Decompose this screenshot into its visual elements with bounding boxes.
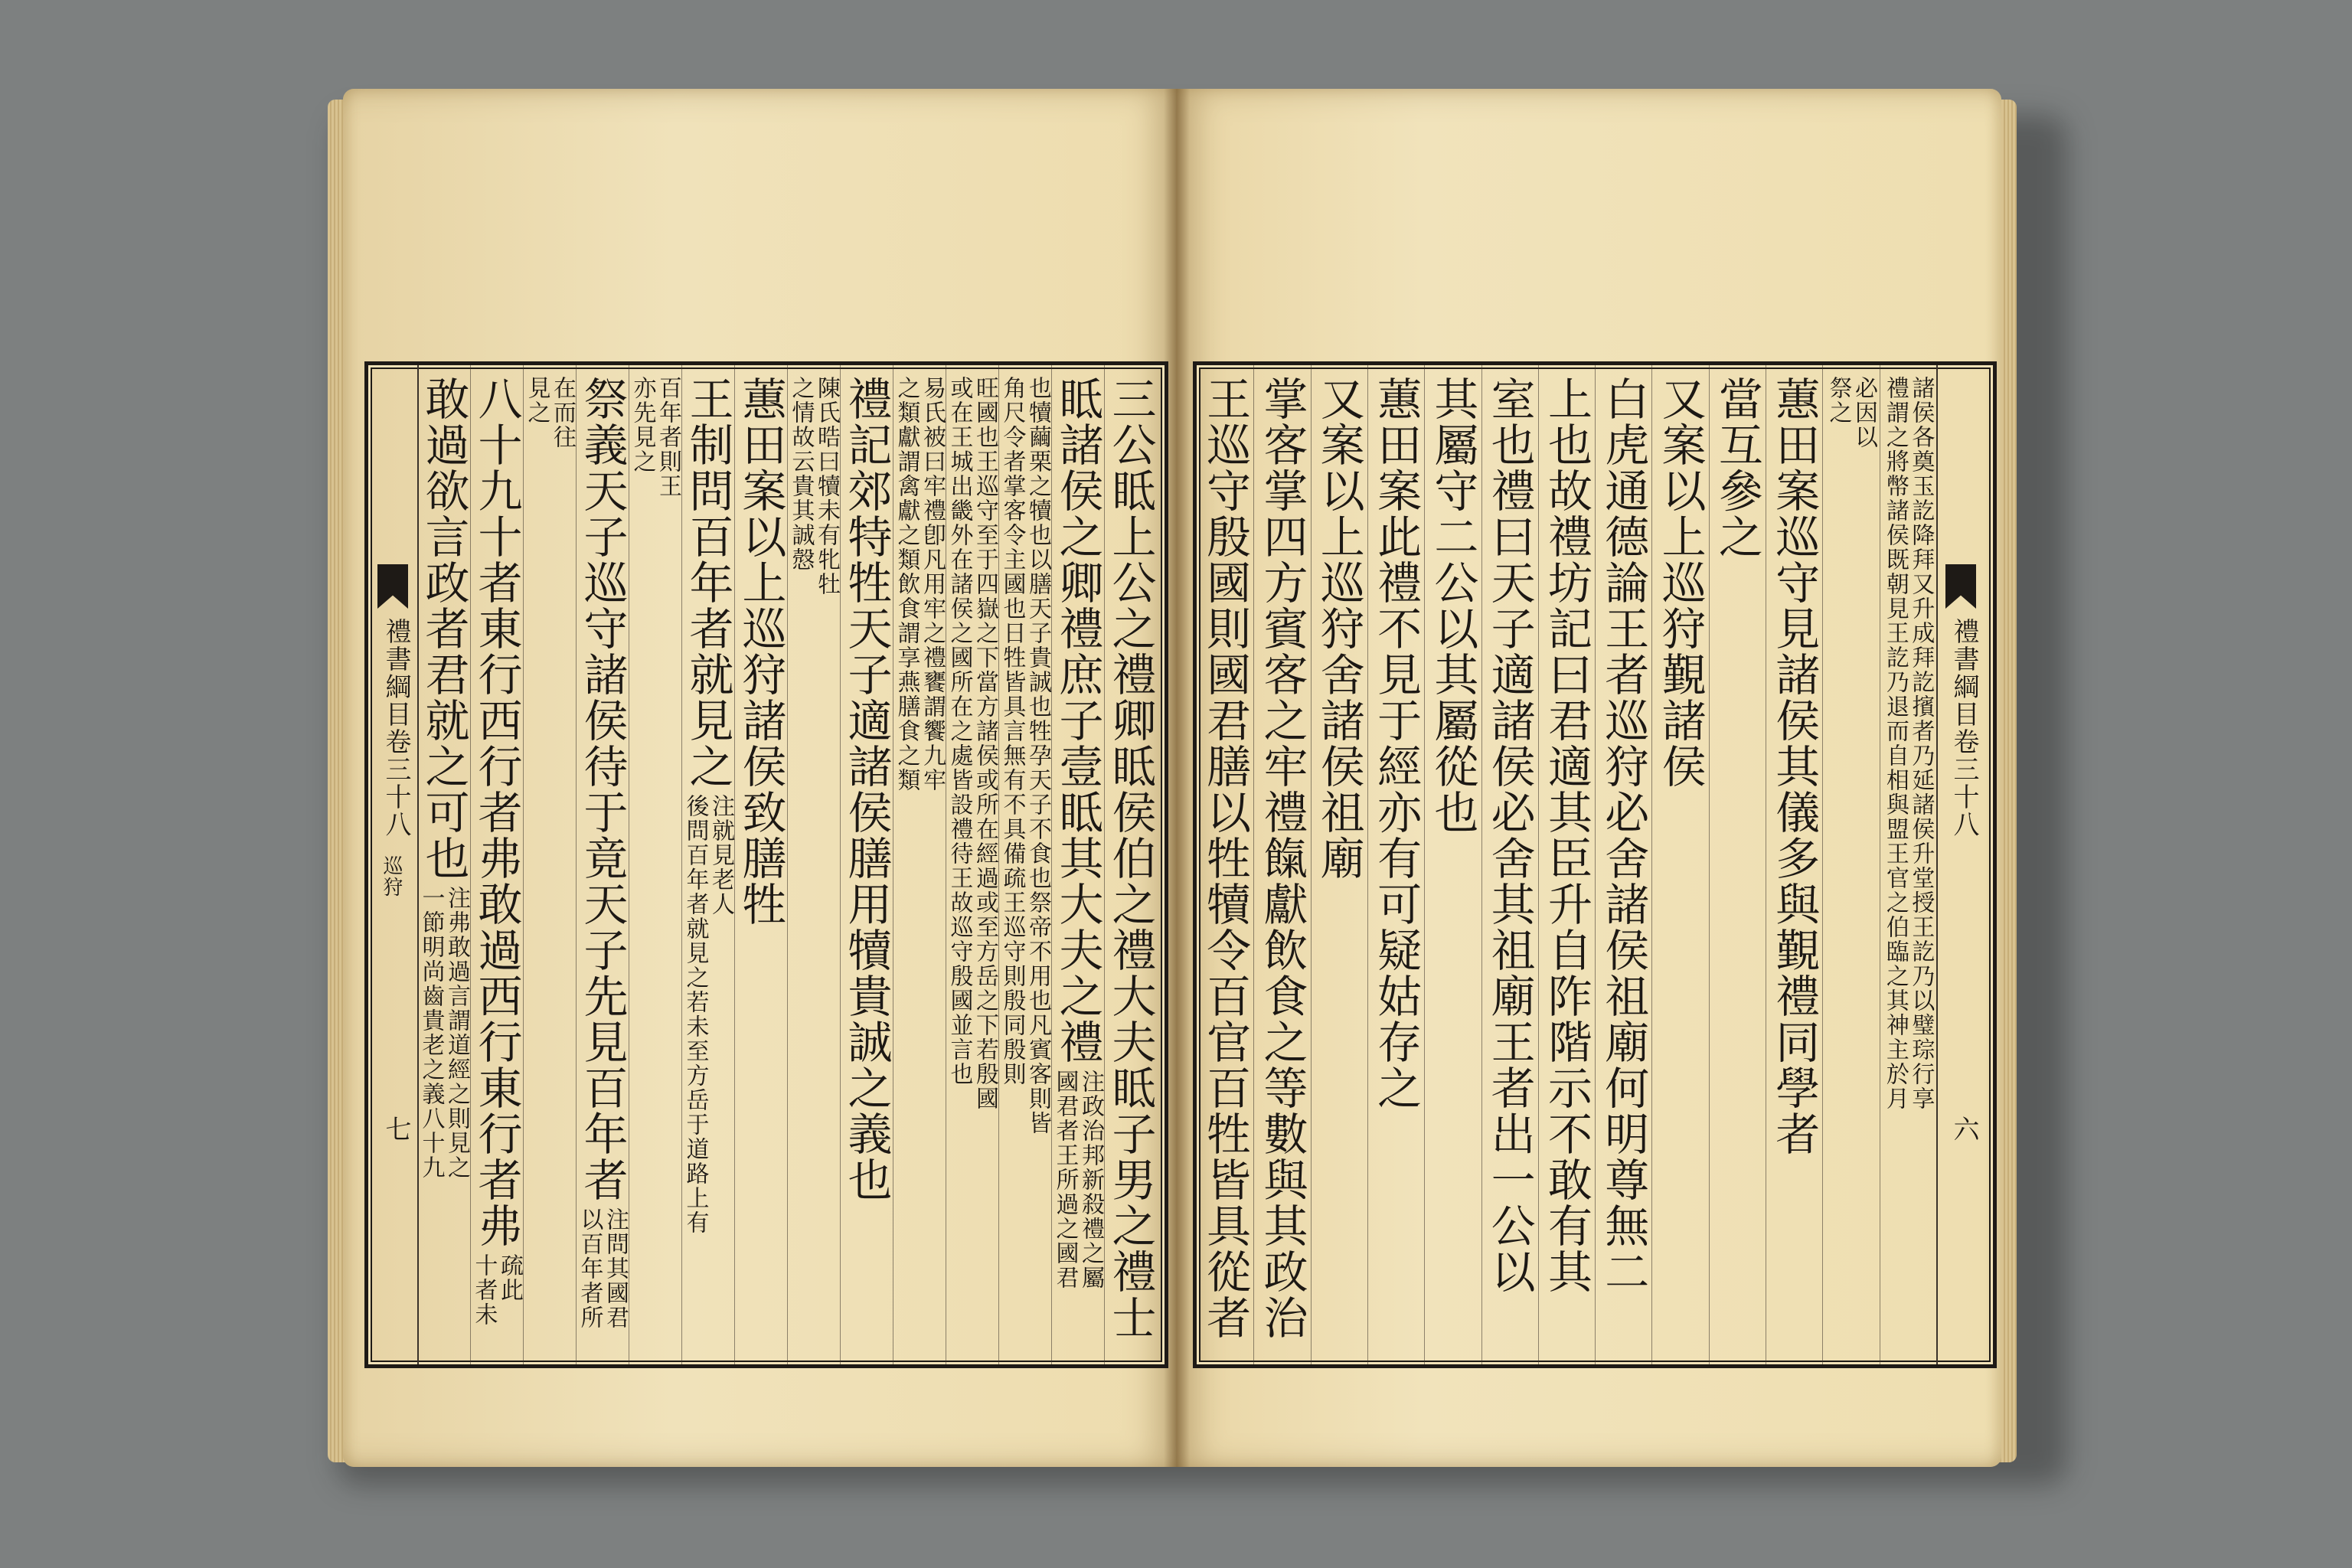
note-line: 也犢繭栗之犢也以膳天子貴誠也牲孕天子不食也祭帝不用也凡賓客則皆 (1024, 376, 1051, 1135)
main-text: 王制問百年者就見之 (681, 376, 734, 789)
column-rule (1595, 365, 1596, 1364)
note-line: 在而往 (549, 376, 576, 449)
banner-section: 巡狩 (380, 855, 403, 898)
main-text: 上也故禮坊記曰君適其臣升自阼階示不敢有其 (1540, 376, 1592, 1295)
commentary-notes (472, 1253, 521, 1327)
column-rule (734, 365, 735, 1364)
main-text: 敢過欲言政者君就之可也 (417, 376, 470, 881)
note-line: 注弗敢過言謂道經之則見之 (443, 886, 470, 1180)
note-line: 易氏被曰牢禮卽凡用牢之禮饔謂饗九牢 (919, 376, 946, 792)
text-column (1104, 365, 1157, 1364)
main-text: 眡諸侯之卿禮庶子壹眡其大夫之禮 (1051, 376, 1104, 1065)
text-column (1481, 365, 1538, 1364)
column-rule (1538, 365, 1539, 1364)
note-line: 見之 (523, 376, 550, 425)
note-line: 注問其國君 (602, 1207, 629, 1330)
fish-tail-mark (1945, 564, 1976, 609)
column-rule (1424, 365, 1425, 1364)
text-column (470, 365, 523, 1364)
commentary-notes (1053, 1070, 1102, 1290)
text-column (1595, 365, 1651, 1364)
text-column (1766, 365, 1822, 1364)
banner-strip (1936, 365, 1985, 1364)
main-text: 王巡守殷國則國君膳以牲犢令百官百牲皆具從者 (1199, 376, 1252, 1341)
column-rule (998, 365, 999, 1364)
note-line: 以百年者所 (576, 1207, 603, 1330)
main-text: 其屬守二公以其屬從也 (1426, 376, 1479, 835)
text-column (523, 365, 576, 1364)
note-line: 注就見老人 (707, 794, 734, 916)
text-column (1197, 365, 1253, 1364)
note-line: 祭之 (1824, 376, 1852, 425)
text-column (840, 365, 893, 1364)
commentary-notes (524, 376, 574, 449)
text-column (576, 365, 629, 1364)
text-column (1651, 365, 1708, 1364)
text-column (1709, 365, 1766, 1364)
commentary-notes (894, 376, 944, 792)
text-column (1822, 365, 1879, 1364)
folio-number: 六 (1949, 1116, 1979, 1143)
column-rule (1051, 365, 1052, 1364)
banner-title: 禮書綱目卷三十八 (1949, 618, 1979, 838)
note-line: 注政治邦新殺禮之屬 (1077, 1070, 1104, 1290)
main-text: 蕙田案此禮不見于經亦有可疑姑存之 (1370, 376, 1423, 1111)
column-rule (1651, 365, 1652, 1364)
note-line: 陳氏晧曰犢未有牝牡 (813, 376, 840, 596)
right-text-frame (1193, 361, 1997, 1368)
main-text: 蕙田案以上巡狩諸侯致膳牲 (734, 376, 787, 927)
column-rule (470, 365, 471, 1364)
note-line: 之情故云貴其誠慤 (787, 376, 815, 572)
main-text: 蕙田案巡守見諸侯其儀多與覲禮同學者 (1768, 376, 1821, 1157)
main-text: 八十九十者東行西行者弗敢過西行東行者弗 (470, 376, 523, 1249)
text-column (1538, 365, 1595, 1364)
note-line: 必因以 (1851, 376, 1878, 449)
note-line: 角尺令者掌客令主國也日牲皆具言無有不具備疏王巡守則殷同殷則 (998, 376, 1026, 1086)
text-column (946, 365, 998, 1364)
note-line: 十者未 (470, 1253, 498, 1327)
column-rule (523, 365, 524, 1364)
note-line: 國君者王所過之國君 (1051, 1070, 1079, 1290)
text-column (1367, 365, 1424, 1364)
commentary-notes (1000, 376, 1050, 1135)
note-line: 禮謂之將幣諸侯既朝見王訖乃退而自相與盟王官之伯臨之其神主於月 (1881, 376, 1909, 1111)
note-line: 之類獻謂禽獻之類飲食謂享燕膳食之類 (893, 376, 920, 792)
main-text: 掌客掌四方賓客之牢禮餼獻飲食之等數與其政治 (1256, 376, 1308, 1341)
fish-tail-mark (377, 564, 408, 609)
main-text: 白虎通德論王者巡狩必舍諸侯祖廟何明尊無二 (1597, 376, 1650, 1295)
commentary-notes (683, 794, 733, 1235)
column-rule (681, 365, 682, 1364)
text-column (1311, 365, 1367, 1364)
left-text-frame (364, 361, 1168, 1368)
column-rule (1709, 365, 1710, 1364)
main-text: 室也禮曰天子適諸侯必舍其祖廟王者出一公以 (1483, 376, 1536, 1295)
main-text: 又案以上巡狩覲諸侯 (1654, 376, 1707, 789)
commentary-notes (1881, 376, 1935, 1111)
note-line: 後問百年者就見之若未至方岳于道路上有 (681, 794, 709, 1235)
main-text: 又案以上巡狩舍諸侯祖廟 (1312, 376, 1365, 881)
column-rule (1311, 365, 1312, 1364)
banner-strip (368, 365, 417, 1364)
column-rule (1253, 365, 1254, 1364)
note-line: 亦先見之 (629, 376, 656, 474)
note-line: 諸侯各奠玉訖降拜又升成拜訖擯者乃延諸侯升堂授王訖乃以璧琮行享 (1907, 376, 1935, 1111)
column-rule (1367, 365, 1368, 1364)
text-column (893, 365, 946, 1364)
text-column (1880, 365, 1936, 1364)
column-rule (840, 365, 841, 1364)
note-line: 旺國也王巡守至于四嶽之下當方諸侯或所在經過或至方岳之下若殷國 (972, 376, 998, 1111)
commentary-notes (947, 376, 997, 1111)
commentary-notes (577, 1207, 627, 1330)
commentary-notes (630, 376, 680, 498)
text-column (629, 365, 681, 1364)
banner-title: 禮書綱目卷三十八 (381, 618, 411, 838)
main-text: 禮記郊特牲天子適諸侯膳用犢貴誠之義也 (840, 376, 893, 1203)
note-line: 一節明尚齒貴老之義八十九 (417, 886, 445, 1180)
column-rule (1822, 365, 1823, 1364)
column-rule (787, 365, 788, 1364)
main-text: 當互參之 (1710, 376, 1763, 560)
commentary-notes (419, 886, 469, 1180)
column-rule (1481, 365, 1482, 1364)
text-column (998, 365, 1051, 1364)
text-column (1424, 365, 1481, 1364)
main-text: 祭義天子巡守諸侯待于竟天子先見百年者 (576, 376, 629, 1203)
column-rule (1104, 365, 1105, 1364)
note-line: 疏此 (496, 1253, 523, 1302)
text-column (787, 365, 840, 1364)
text-column (681, 365, 734, 1364)
commentary-notes (1826, 376, 1876, 449)
main-text: 三公眡上公之禮卿眡侯伯之禮大夫眡子男之禮士 (1104, 376, 1157, 1341)
text-column (734, 365, 787, 1364)
folio-number: 七 (381, 1116, 411, 1143)
note-line: 百年者則王 (655, 376, 681, 498)
text-column (1253, 365, 1310, 1364)
note-line: 或在王城出畿外在諸侯之國所在之處皆設禮待王故巡守殷國並言也 (946, 376, 973, 1086)
commentary-notes (789, 376, 838, 596)
text-column (417, 365, 470, 1364)
banner-rule (1936, 365, 1938, 1364)
text-column (1051, 365, 1104, 1364)
column-rule (576, 365, 577, 1364)
